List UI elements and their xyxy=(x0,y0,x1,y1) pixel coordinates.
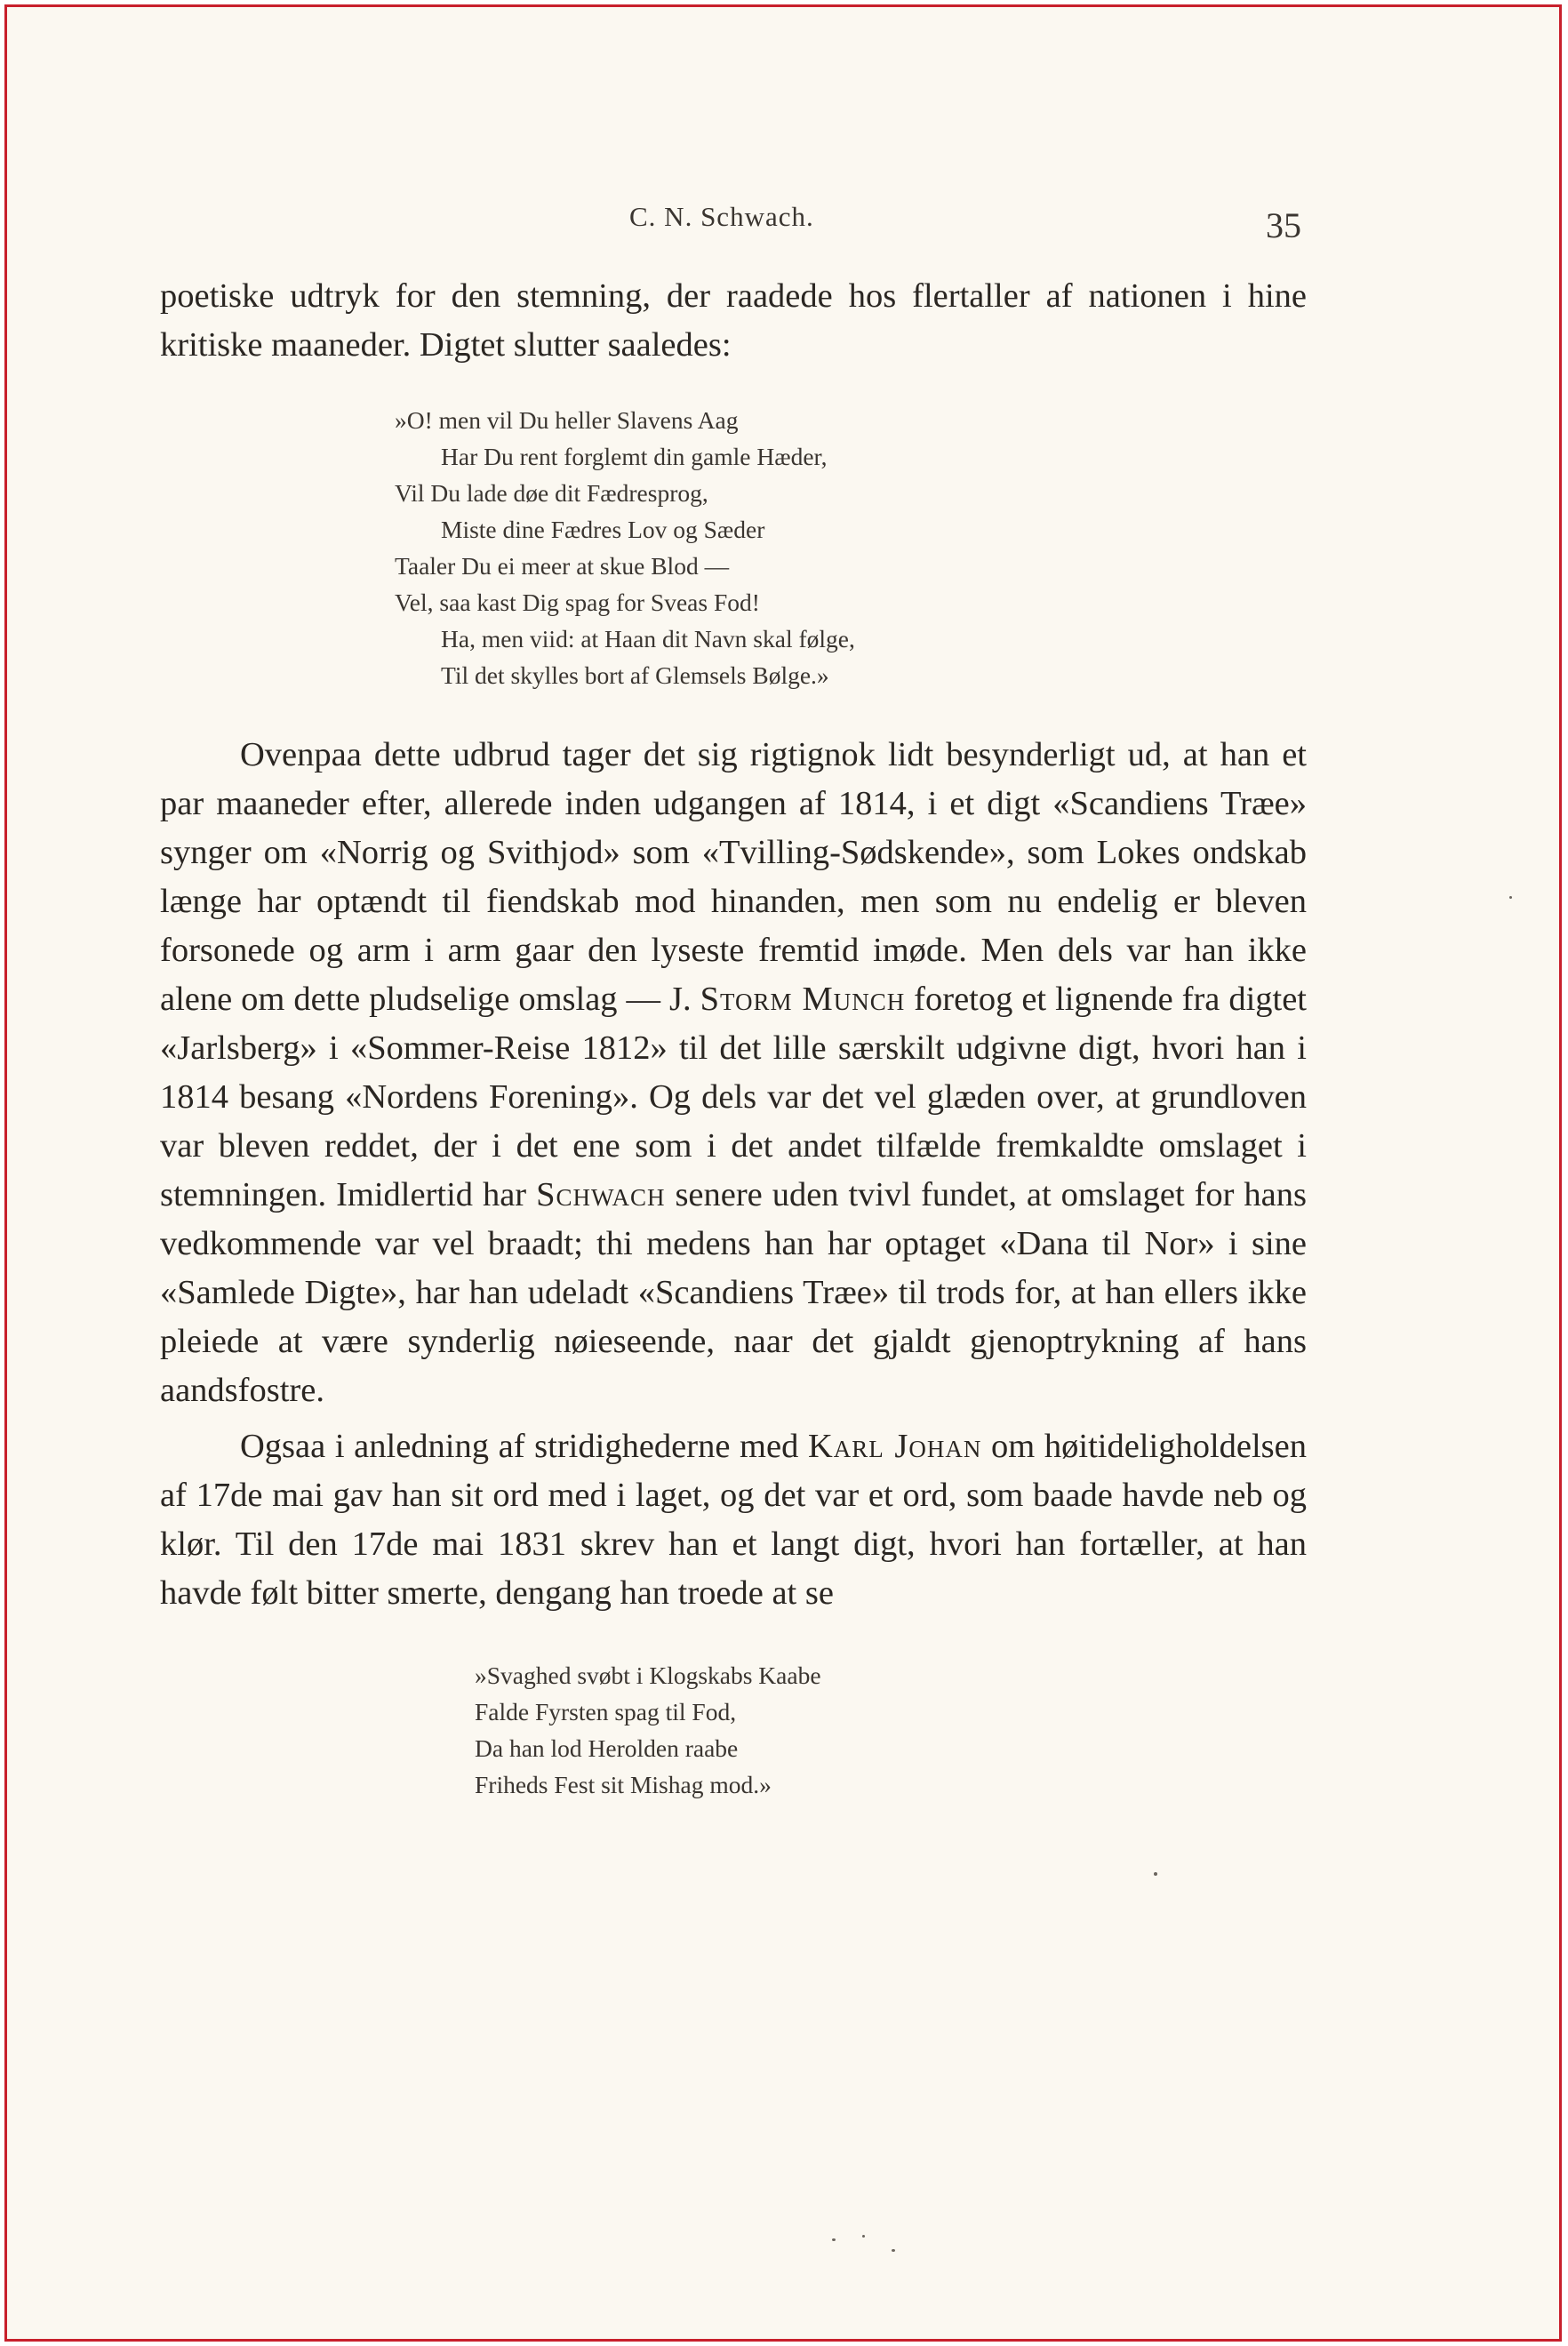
paragraph-text: senere uden tvivl fundet, at omslaget for hans vedkommende var vel braadt; thi medens han har optaget «Dana til Nor» i sine «Samlede Digte», har han udeladt «Scandiens Træe» til trods for, at han ellers ikke pleiede at være synderlig nøieseende, naar det gjaldt gjenoptrykning af hans aandsfostre. xyxy=(160,1176,1307,1409)
page-number: 35 xyxy=(1266,205,1301,245)
page-header xyxy=(7,192,1559,245)
author-name: Storm Munch xyxy=(700,981,906,1018)
paragraph-karl-johan xyxy=(160,1422,1307,1618)
paragraph-text: Ovenpaa dette udbrud tager det sig rigtignok lidt besynderligt ud, at han et par maaneder efter, allerede inden udgangen af 1814, i et digt «Scandiens Træe» synger om «Norrig og Svithjod» som «Tvilling-Sødskende», som Lokes ondskab længe har optændt til fiendskab mod hinanden, men som nu endelig er bleven forsonede og arm i arm gaar den lyseste fremtid imøde. Men dels var han ikke alene om dette pludselige omslag — J. xyxy=(160,736,1307,1018)
book-page xyxy=(4,4,1562,2342)
author-name: Karl Johan xyxy=(807,1428,982,1465)
author-name: Schwach xyxy=(536,1176,666,1213)
paper-speck xyxy=(892,2249,895,2252)
poem-line: Da han lod Herolden raabe xyxy=(475,1734,739,1762)
running-title: C. N. Schwach. xyxy=(629,201,814,232)
poem-line: Ha, men viid: at Haan dit Navn skal følge, xyxy=(441,625,855,653)
poem-line: Taaler Du ei meer at skue Blod — xyxy=(395,552,730,580)
poem-line: »O! men vil Du heller Slavens Aag xyxy=(395,406,739,434)
poem-quote-1 xyxy=(395,402,1307,693)
poem-line: Falde Fyrsten spag til Fod, xyxy=(475,1698,737,1725)
paragraph-text: foretog et lignende fra digtet «Jarlsberg» i «Sommer-Reise 1812» til det lille særskilt udgivne digt, hvori han i 1814 besang «Nordens Forening». Og dels var det vel glæden over, at grundloven var bleven reddet, der i det ene som i det andet tilfælde fremkaldte omslaget i stemningen. Imidlertid har xyxy=(160,981,1307,1213)
poem-line: Vel, saa kast Dig spag for Sveas Fod! xyxy=(395,589,760,616)
paper-speck xyxy=(862,2235,865,2238)
paragraph-scandiens xyxy=(160,731,1307,1415)
poem-line: Vil Du lade døe dit Fædresprog, xyxy=(395,479,708,507)
poem-line: Har Du rent forglemt din gamle Hæder, xyxy=(441,443,828,470)
poem-line: Miste dine Fædres Lov og Sæder xyxy=(441,516,765,543)
paper-speck xyxy=(832,2238,836,2241)
body-text xyxy=(160,272,1307,1803)
poem-line: Friheds Fest sit Mishag mod.» xyxy=(475,1771,772,1798)
paragraph-text: Ogsaa i anledning af stridighederne med xyxy=(240,1428,808,1465)
poem-quote-2 xyxy=(475,1657,1307,1803)
poem-line: Til det skylles bort af Glemsels Bølge.» xyxy=(441,661,829,689)
paper-speck xyxy=(1509,896,1512,899)
paragraph-intro: poetiske udtryk for den stemning, der raadede hos flertaller af nationen i hine kritiske maaneder. Digtet slutter saaledes: xyxy=(160,277,1307,364)
paper-speck xyxy=(1154,1872,1157,1876)
paragraph-text: om høitideligholdelsen af 17de mai gav han sit ord med i laget, og det var et ord, som baade havde neb og klør. Til den 17de mai 1831 skrev han et langt digt, hvori han fortæller, at han havde følt bitter smerte, dengang han troede at se xyxy=(160,1428,1307,1612)
poem-line: »Svaghed svøbt i Klogskabs Kaabe xyxy=(475,1661,821,1689)
